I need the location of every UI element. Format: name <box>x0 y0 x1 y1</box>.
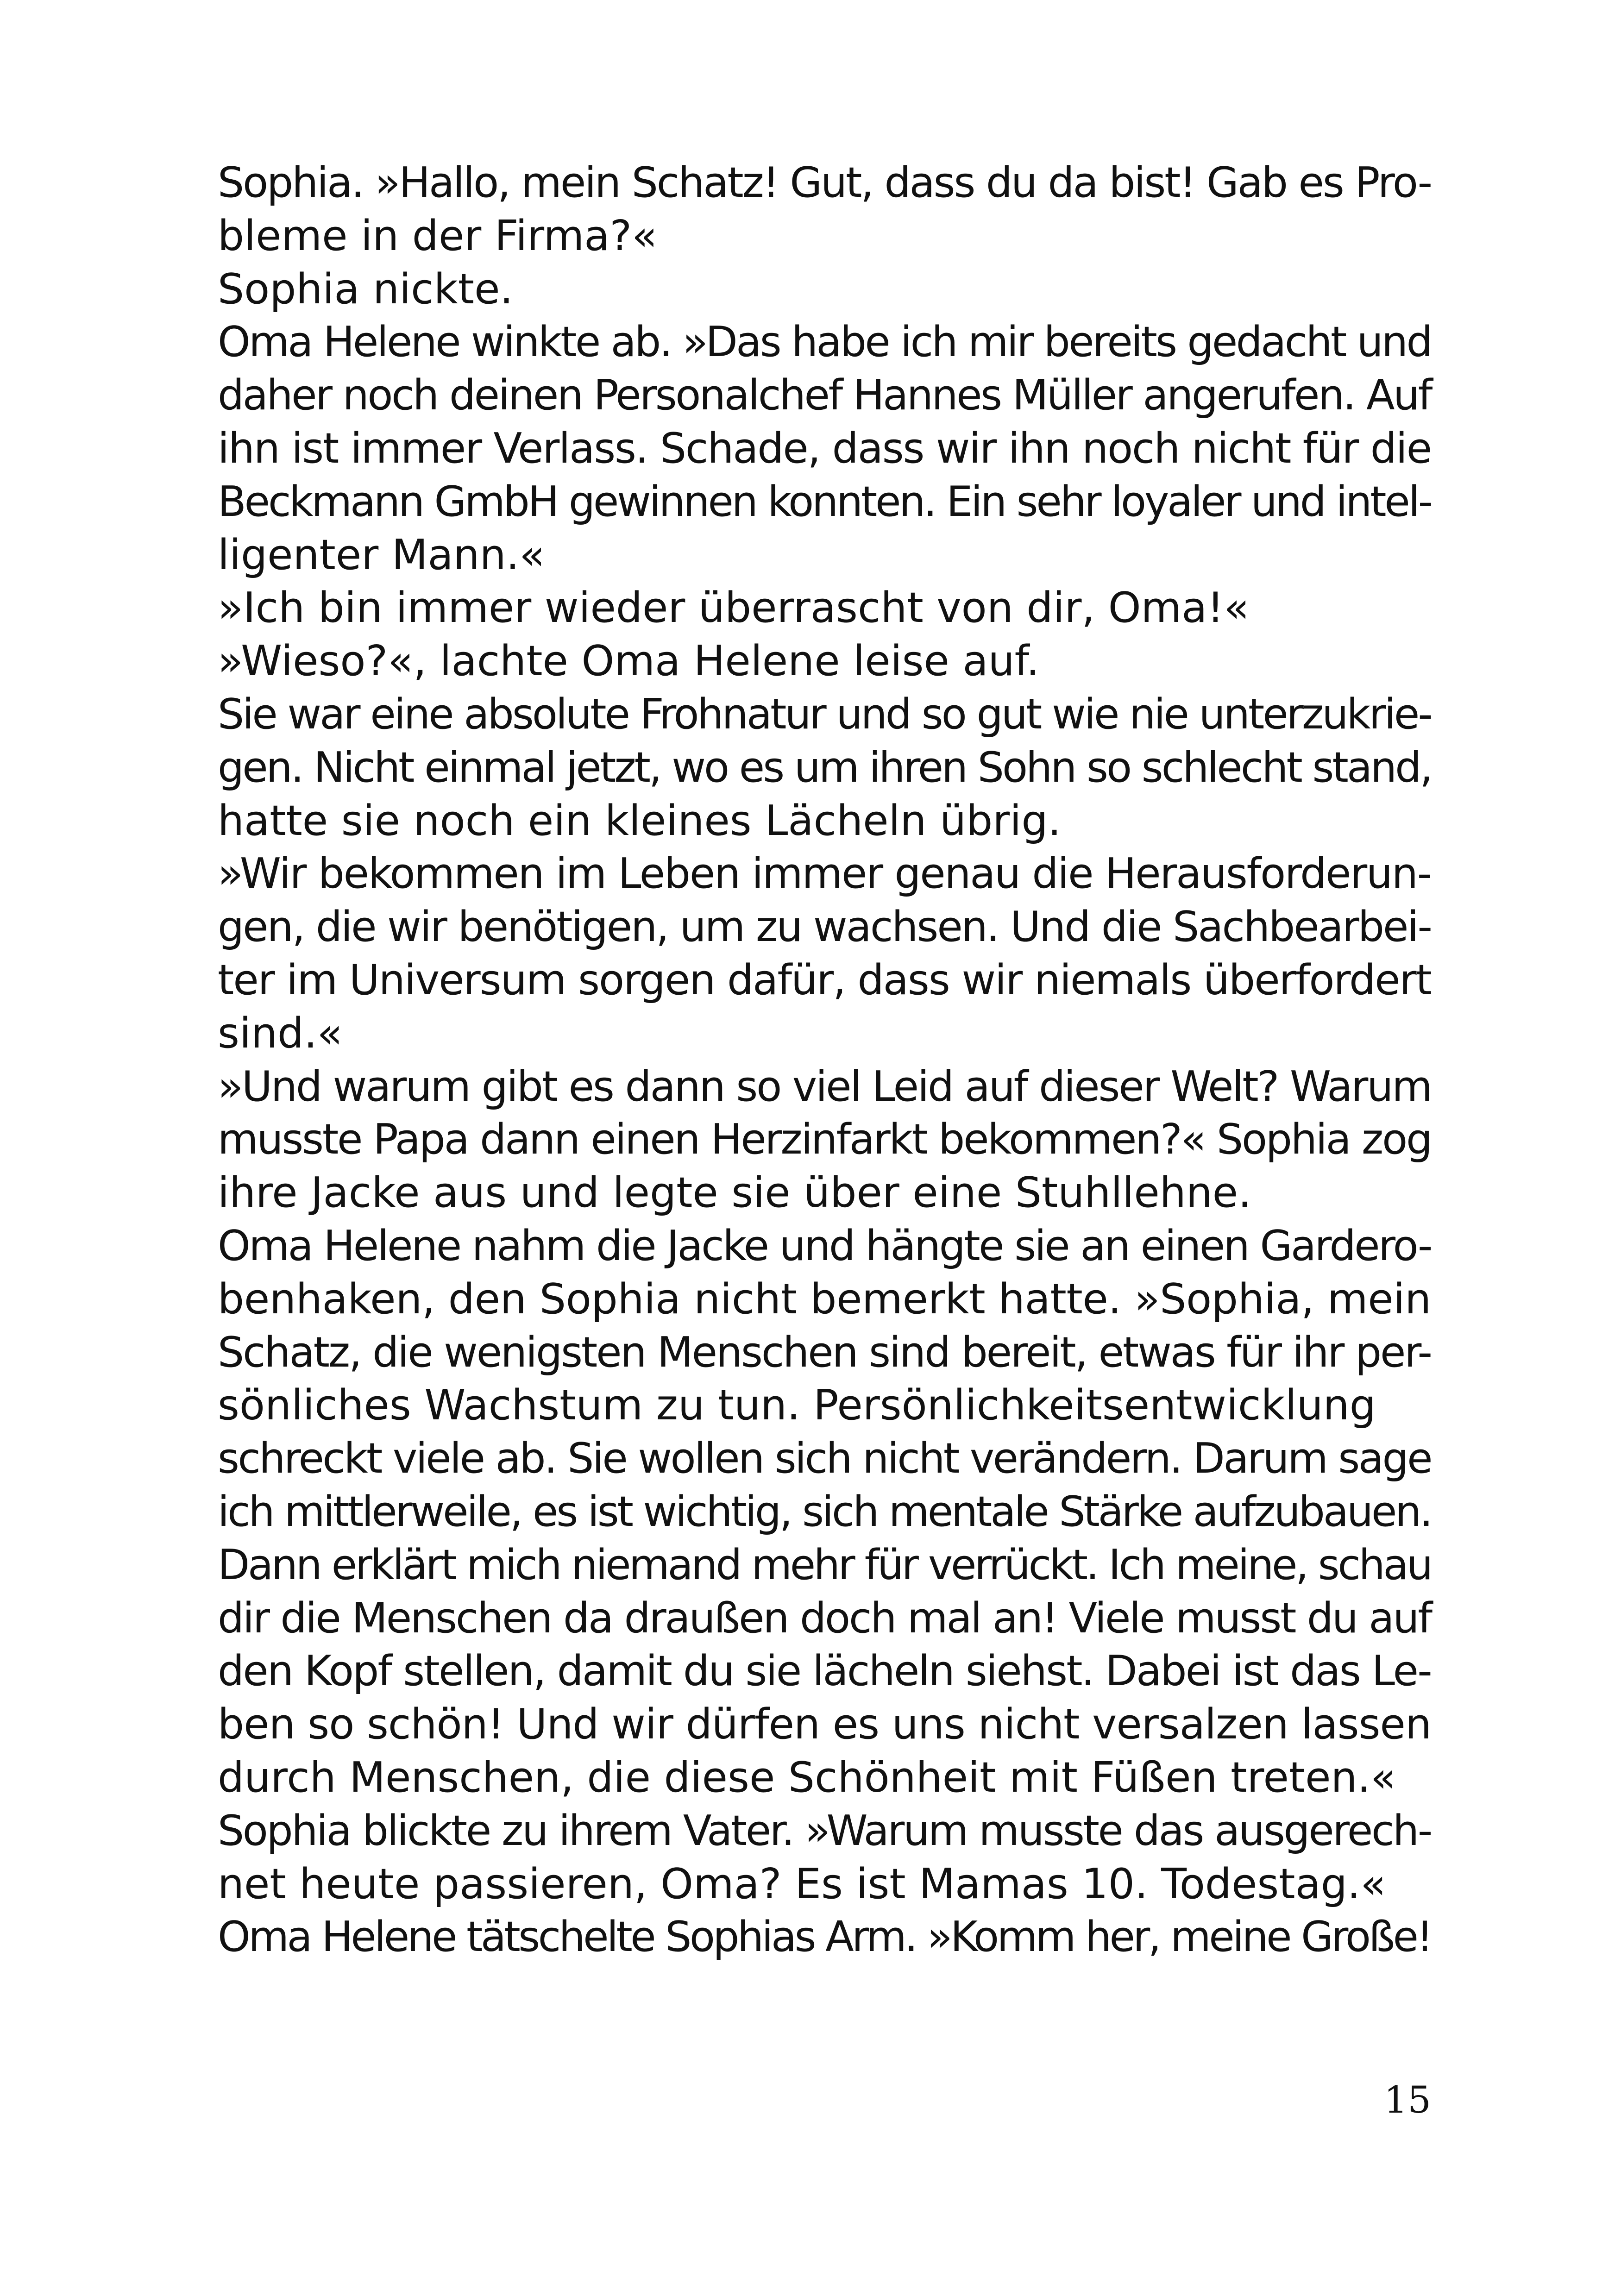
text-line: bleme in der Firma?« <box>218 211 658 260</box>
text-line: sönliches Wachstum zu tun. Persönlichkeitsentwicklung <box>218 1381 1376 1430</box>
text-line: »Ich bin immer wieder überrascht von dir, Oma!« <box>218 583 1250 633</box>
text-line: gen. Nicht einmal jetzt, wo es um ihren Sohn so schlecht stand, <box>218 743 1431 792</box>
page-number: 15 <box>1384 2078 1431 2121</box>
text-line: Sophia blickte zu ihrem Vater. »Warum musste das ausgerech- <box>218 1806 1431 1855</box>
text-line: daher noch deinen Personalchef Hannes Müller angerufen. Auf <box>218 371 1432 420</box>
text-line: Oma Helene nahm die Jacke und hängte sie an einen Gardero- <box>218 1221 1431 1270</box>
text-line: hatte sie noch ein kleines Lächeln übrig. <box>218 796 1062 845</box>
text-line: Sophia nickte. <box>218 264 514 314</box>
text-line: Sie war eine absolute Frohnatur und so gut wie nie unterzukrie- <box>218 690 1431 739</box>
text-line: ter im Universum sorgen dafür, dass wir niemals überfordert <box>218 955 1431 1004</box>
text-line: Oma Helene winkte ab. »Das habe ich mir bereits gedacht und <box>218 318 1431 367</box>
text-line: durch Menschen, die diese Schönheit mit Füßen treten.« <box>218 1753 1396 1802</box>
text-line: gen, die wir benötigen, um zu wachsen. Und die Sachbearbei- <box>218 903 1431 952</box>
text-line: Oma Helene tätschelte Sophias Arm. »Komm her, meine Große! <box>218 1913 1431 1962</box>
text-line: net heute passieren, Oma? Es ist Mamas 10. Todestag.« <box>218 1859 1386 1908</box>
text-line: ich mittlerweile, es ist wichtig, sich mentale Stärke aufzubauen. <box>218 1487 1431 1536</box>
text-line: benhaken, den Sophia nicht bemerkt hatte. »Sophia, mein <box>218 1274 1432 1324</box>
text-line: ihre Jacke aus und legte sie über eine Stuhllehne. <box>218 1168 1251 1217</box>
text-line: ben so schön! Und wir dürfen es uns nicht versalzen lassen <box>218 1700 1432 1749</box>
text-line: Schatz, die wenigsten Menschen sind bereit, etwas für ihr per- <box>218 1328 1431 1377</box>
text-line: Dann erklärt mich niemand mehr für verrückt. Ich meine, schau <box>218 1540 1431 1589</box>
text-line: ligenter Mann.« <box>218 530 545 579</box>
text-line: »Wieso?«, lachte Oma Helene leise auf. <box>218 637 1040 686</box>
text-line: schreckt viele ab. Sie wollen sich nicht verändern. Darum sage <box>218 1434 1431 1483</box>
body-text <box>218 157 1431 1964</box>
text-line: »Und warum gibt es dann so viel Leid auf dieser Welt? Warum <box>218 1062 1431 1111</box>
text-line: »Wir bekommen im Leben immer genau die Herausforderun- <box>218 849 1431 898</box>
text-line: den Kopf stellen, damit du sie lächeln siehst. Dabei ist das Le- <box>218 1647 1431 1696</box>
text-line: sind.« <box>218 1009 343 1058</box>
text-line: ihn ist immer Verlass. Schade, dass wir ihn noch nicht für die <box>218 424 1431 473</box>
text-line: Beckmann GmbH gewinnen konnten. Ein sehr loyaler und intel- <box>218 477 1432 526</box>
text-line: musste Papa dann einen Herzinfarkt bekommen?« Sophia zog <box>218 1115 1432 1164</box>
text-line: dir die Menschen da draußen doch mal an! Viele musst du auf <box>218 1593 1432 1643</box>
text-line: Sophia. »Hallo, mein Schatz! Gut, dass du da bist! Gab es Pro- <box>218 158 1432 207</box>
